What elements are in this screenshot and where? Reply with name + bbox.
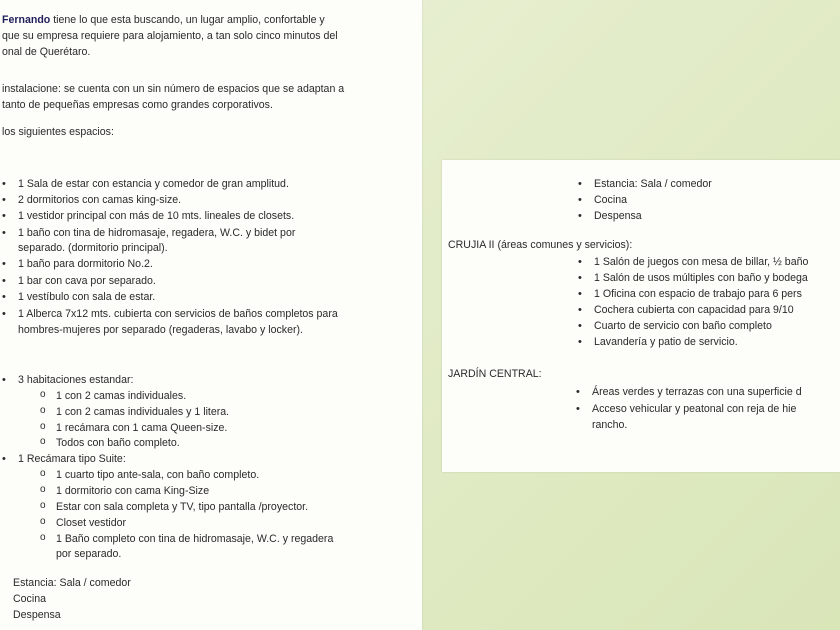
list-item: • 1 Sala de estar con estancia y comedor de gran amplitud. [18,177,289,191]
list-item-continuation: rancho. [592,419,628,431]
spaces-intro: los siguientes espacios: [2,126,114,138]
suite-heading: • 1 Recámara tipo Suite: [18,452,126,466]
list-item: • 1 Alberca 7x12 mts. cubierta con servicios de baños completos para [18,307,338,321]
habitaciones-heading: • 3 habitaciones estandar: [18,373,133,387]
list-item: • Despensa [594,209,642,223]
list-item: • 1 baño con tina de hidromasaje, regadera, W.C. y bidet por [18,226,295,240]
installations-line-2: tanto de pequeñas empresas como grandes corporativos. [2,99,273,111]
sub-list-item: o 1 con 2 camas individuales y 1 litera. [56,405,229,419]
list-item: • 1 baño para dormitorio No.2. [18,257,153,271]
crujia-heading: CRUJIA II (áreas comunes y servicios): [448,239,633,251]
list-item: • 1 vestíbulo con sala de estar. [18,290,155,304]
list-item: • 1 bar con cava por separado. [18,274,156,288]
cocina-line: Cocina [13,593,46,605]
sub-list-item: o 1 cuarto tipo ante-sala, con baño completo. [56,468,259,482]
list-item: • Cuarto de servicio con baño completo [594,319,772,333]
sub-list-item: o Estar con sala completa y TV, tipo pantalla /proyector. [56,500,308,514]
sub-list-item: o 1 con 2 camas individuales. [56,389,186,403]
list-item: • 1 Oficina con espacio de trabajo para 6 pers [594,287,802,301]
list-item: • Acceso vehicular y peatonal con reja de hie [592,402,796,416]
owner-name: Fernando [2,14,51,26]
sub-list-item: o 1 dormitorio con cama King-Size [56,484,209,498]
list-item: • Áreas verdes y terrazas con una superficie d [592,385,802,399]
list-item-continuation: separado. (dormitorio principal). [18,242,168,254]
list-item: • 1 vestidor principal con más de 10 mts. lineales de closets. [18,209,294,223]
sub-list-item: o Closet vestidor [56,516,126,530]
intro-line-1: Fernando tiene lo que esta buscando, un lugar amplio, confortable y [2,14,325,26]
right-scanned-page [442,160,840,472]
estancia-line: Estancia: Sala / comedor [13,577,131,589]
installations-line-1: instalacione: se cuenta con un sin número de espacios que se adaptan a [2,83,345,95]
list-item: • 1 Salón de juegos con mesa de billar, ½ baño [594,255,808,269]
sub-list-item-continuation: por separado. [56,548,122,560]
list-item: • 2 dormitorios con camas king-size. [18,193,181,207]
list-item: • 1 Salón de usos múltiples con baño y bodega [594,271,808,285]
jardin-heading: JARDÍN CENTRAL: [448,368,542,380]
list-item: • Cochera cubierta con capacidad para 9/10 [594,303,794,317]
sub-list-item: o Todos con baño completo. [56,436,180,450]
intro-line-2: que su empresa requiere para alojamiento, a tan solo cinco minutos del [2,30,338,42]
list-item: • Cocina [594,193,627,207]
list-item: • Lavandería y patio de servicio. [594,335,738,349]
sub-list-item: o 1 recámara con 1 cama Queen-size. [56,421,227,435]
sub-list-item: o 1 Baño completo con tina de hidromasaje, W.C. y regadera [56,532,333,546]
despensa-line: Despensa [13,609,61,621]
intro-line-3: onal de Querétaro. [2,46,91,58]
list-item: • Estancia: Sala / comedor [594,177,712,191]
list-item-continuation: hombres-mujeres por separado (regaderas, lavabo y locker). [18,324,303,336]
